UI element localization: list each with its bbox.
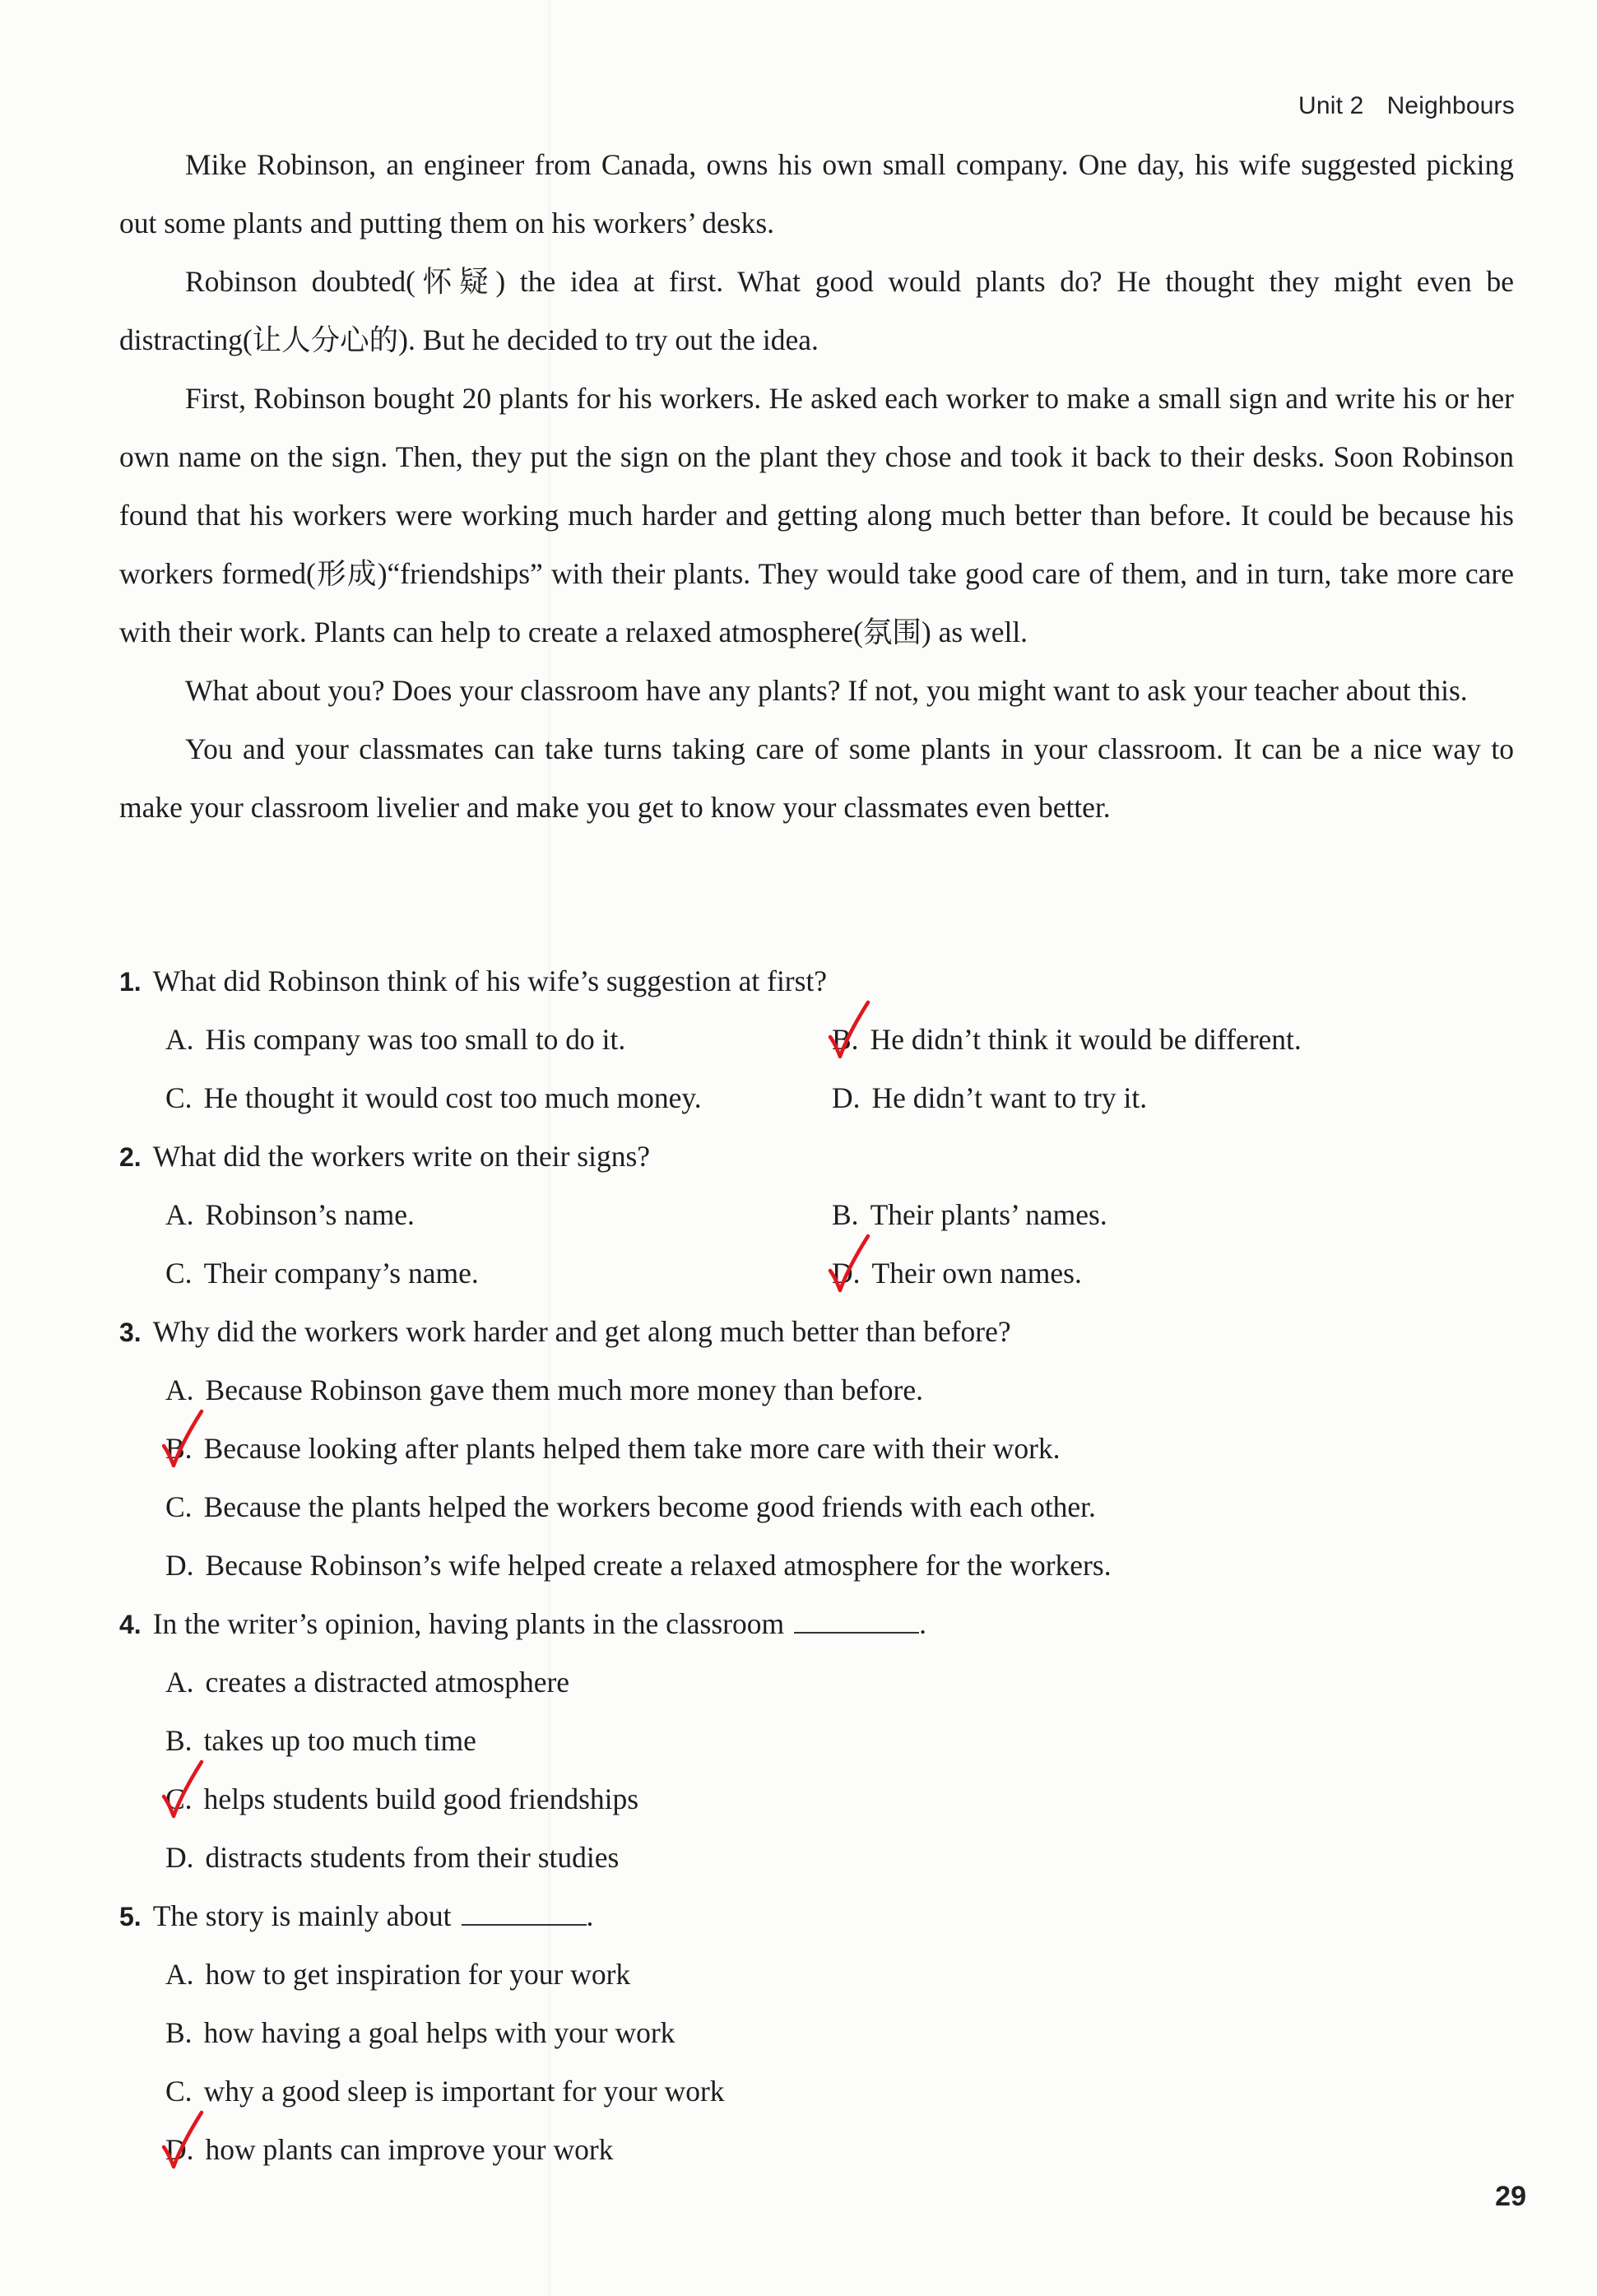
passage-paragraph: First, Robinson bought 20 plants for his workers. He asked each worker to make a small sign and write his or her own name on the sign. Then, they put the sign on the plant they chose and took it back to their desks. Soon Robinson found that his workers were working much harder and getting along much better than before. It could be because his workers formed(形成)“friendships” with their plants. They would take good care of them, and in turn, take more care with their work. Plants can help to create a relaxed atmosphere(氛围) as well. (119, 382, 1514, 648)
option-text: His company was too small to do it. (205, 1023, 626, 1056)
question-text: Why did the workers work harder and get along much better than before? (152, 1315, 1011, 1348)
running-header (1298, 92, 1515, 120)
option-d[interactable] (832, 1244, 1490, 1303)
option-letter: B. (165, 1432, 193, 1465)
question-text: What did Robinson think of his wife’s suggestion at first? (152, 964, 828, 997)
option-b[interactable] (165, 1712, 1518, 1770)
option-letter: D. (832, 1081, 861, 1114)
passage-paragraph: Mike Robinson, an engineer from Canada, owns his own small company. One day, his wife suggested picking out some plants and putting them on his workers’ desks. (119, 148, 1514, 239)
question-list (119, 952, 1518, 2179)
option-letter: C. (165, 1081, 193, 1114)
question-4 (119, 1595, 1518, 1887)
options (119, 1361, 1518, 1595)
question-text: The story is mainly about (152, 1899, 452, 1932)
option-letter: A. (165, 1198, 194, 1231)
option-text: Because Robinson’s wife helped create a relaxed atmosphere for the workers. (205, 1549, 1112, 1582)
question-stem (119, 1887, 1518, 1945)
option-letter: C. (165, 1257, 193, 1290)
option-b[interactable] (165, 1420, 1518, 1478)
option-letter: C. (165, 1782, 193, 1815)
options (119, 1945, 1518, 2179)
question-1 (119, 952, 1518, 1127)
option-letter: C. (165, 2075, 193, 2108)
option-d[interactable] (165, 2121, 1518, 2179)
question-number: 3. (119, 1318, 142, 1347)
option-letter: D. (832, 1257, 861, 1290)
option-text: He thought it would cost too much money. (203, 1081, 702, 1114)
option-text: how to get inspiration for your work (205, 1958, 631, 1991)
answer-blank[interactable] (794, 1610, 919, 1634)
option-c[interactable] (165, 1770, 1518, 1829)
options (119, 1011, 1518, 1127)
question-text: In the writer’s opinion, having plants in the classroom (152, 1607, 785, 1640)
option-a[interactable] (165, 1186, 832, 1244)
option-text: Robinson’s name. (205, 1198, 415, 1231)
option-letter: D. (165, 2133, 194, 2166)
option-text: Their plants’ names. (870, 1198, 1107, 1231)
option-b[interactable] (832, 1186, 1490, 1244)
option-c[interactable] (165, 1244, 832, 1303)
options (119, 1186, 1518, 1303)
option-d[interactable] (832, 1069, 1490, 1127)
option-c[interactable] (165, 1478, 1518, 1536)
option-text: how plants can improve your work (205, 2133, 614, 2166)
question-3 (119, 1303, 1518, 1595)
option-letter: D. (165, 1841, 194, 1874)
passage-paragraph: Robinson doubted(怀疑) the idea at first. What good would plants do? He thought they might even be distracting(让人分心的). But he decided to try out the idea. (119, 265, 1514, 356)
page-number: 29 (1495, 2181, 1526, 2212)
option-c[interactable] (165, 1069, 832, 1127)
option-a[interactable] (165, 1011, 832, 1069)
option-a[interactable] (165, 1945, 1518, 2004)
option-c[interactable] (165, 2062, 1518, 2121)
question-stem (119, 1127, 1518, 1186)
option-a[interactable] (165, 1361, 1518, 1420)
question-2 (119, 1127, 1518, 1303)
option-text: He didn’t want to try it. (871, 1081, 1148, 1114)
option-text: creates a distracted atmosphere (205, 1666, 570, 1699)
option-text: He didn’t think it would be different. (870, 1023, 1302, 1056)
option-d[interactable] (165, 1536, 1518, 1595)
passage-paragraph: You and your classmates can take turns taking care of some plants in your classroom. It can be a nice way to make your classroom livelier and make you get to know your classmates even better. (119, 732, 1514, 824)
option-letter: A. (165, 1023, 194, 1056)
option-letter: B. (832, 1023, 859, 1056)
question-stem (119, 1303, 1518, 1361)
header-title: Neighbours (1386, 92, 1515, 119)
option-text: why a good sleep is important for your work (203, 2075, 725, 2108)
question-stem (119, 952, 1518, 1011)
option-d[interactable] (165, 1829, 1518, 1887)
question-stem-end: . (586, 1899, 594, 1932)
question-5 (119, 1887, 1518, 2179)
option-text: distracts students from their studies (205, 1841, 620, 1874)
option-text: takes up too much time (203, 1724, 476, 1757)
option-letter: D. (165, 1549, 194, 1582)
option-text: Their own names. (871, 1257, 1082, 1290)
option-letter: B. (165, 1724, 193, 1757)
option-text: Because the plants helped the workers become good friends with each other. (203, 1490, 1096, 1523)
answer-blank[interactable] (462, 1903, 587, 1926)
option-letter: C. (165, 1490, 193, 1523)
question-stem-end: . (919, 1607, 926, 1640)
question-stem (119, 1595, 1518, 1653)
question-number: 2. (119, 1142, 142, 1172)
option-letter: A. (165, 1958, 194, 1991)
option-text: Their company’s name. (203, 1257, 479, 1290)
option-a[interactable] (165, 1653, 1518, 1712)
option-text: Because looking after plants helped them take more care with their work. (203, 1432, 1061, 1465)
option-b[interactable] (165, 2004, 1518, 2062)
option-text: Because Robinson gave them much more money than before. (205, 1373, 923, 1406)
passage-paragraph: What about you? Does your classroom have any plants? If not, you might want to ask your teacher about this. (185, 674, 1468, 707)
question-number: 1. (119, 967, 142, 997)
option-letter: A. (165, 1666, 194, 1699)
option-letter: B. (165, 2016, 193, 2049)
option-letter: B. (832, 1198, 859, 1231)
header-unit: Unit 2 (1298, 92, 1364, 119)
question-text: What did the workers write on their signs? (152, 1140, 651, 1173)
option-text: helps students build good friendships (203, 1782, 639, 1815)
reading-passage (119, 136, 1514, 837)
option-letter: A. (165, 1373, 194, 1406)
options (119, 1653, 1518, 1887)
option-text: how having a goal helps with your work (203, 2016, 675, 2049)
question-number: 4. (119, 1610, 142, 1639)
question-number: 5. (119, 1902, 142, 1931)
option-b[interactable] (832, 1011, 1490, 1069)
